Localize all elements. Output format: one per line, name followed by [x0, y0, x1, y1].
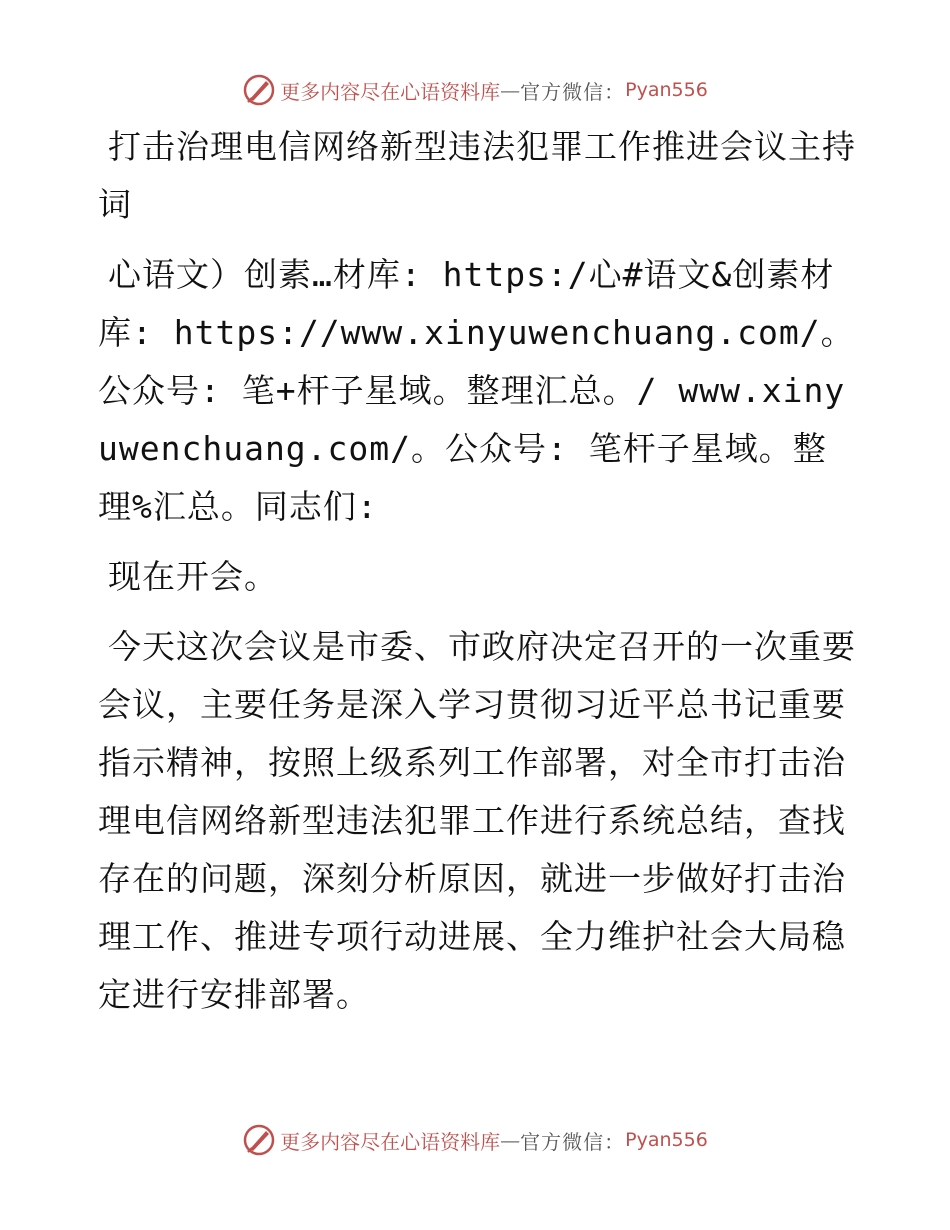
quill-pen-logo-icon [242, 1123, 276, 1157]
document-body [98, 118, 858, 1036]
footer-wechat-id: Pyan556 [625, 1129, 708, 1151]
footer-site-text: 更多内容尽在心语资料库 [280, 1129, 501, 1154]
header-banner [0, 70, 950, 110]
document-title: 打击治理电信网络新型违法犯罪工作推进会议主持词 [98, 127, 856, 224]
header-official-text: 官方微信： [520, 79, 626, 104]
paragraph-meeting-purpose: 今天这次会议是市委、市政府决定召开的一次重要会议，主要任务是深入学习贯彻习近平总书记重要指示精神，按照上级系列工作部署，对全市打击治理电信网络新型违法犯罪工作进行系统总结，查找存在的问题，深刻分析原因，就进一步做好打击治理工作、推进专项行动进展、全力维护社会大局稳定进行安排部署。 [98, 627, 856, 1014]
footer-official-text: 官方微信： [520, 1129, 626, 1154]
quill-pen-logo-icon [242, 73, 276, 107]
footer-banner [0, 1120, 950, 1160]
header-site-text: 更多内容尽在心语资料库 [280, 79, 501, 104]
paragraph-source-note: 心语文）创素…材库: https:/心#语文&创素材库: https://www.xinyuwenchuang.com/。公众号: 笔+杆子星域。整理汇总。/ www.xinyuwenchuang.com/。公众号: 笔杆子星域。整理%汇总。同志们: [98, 255, 855, 526]
header-separator: — [500, 78, 521, 102]
header-wechat-id: Pyan556 [625, 79, 708, 101]
footer-separator: — [500, 1128, 521, 1152]
paragraph-opening: 现在开会。 [108, 557, 278, 596]
